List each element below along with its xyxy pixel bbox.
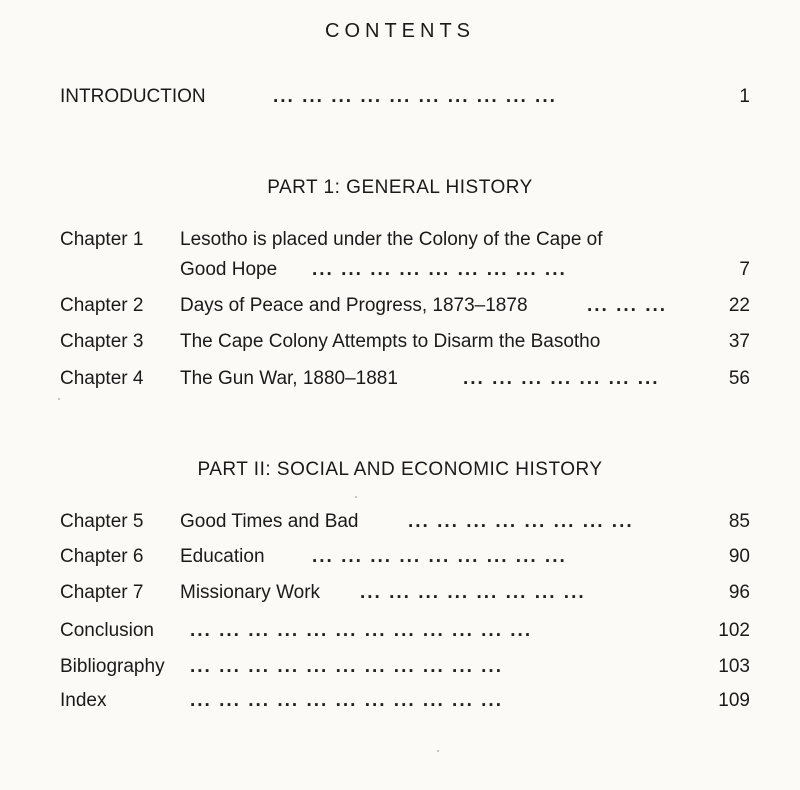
chapter-title: Lesotho is placed under the Colony of the Cape of [180,229,603,250]
paper-speck [437,750,439,752]
chapter-label: Chapter 3 [60,331,144,352]
page-number: 96 [728,582,750,603]
chapter-label: Chapter 6 [60,546,144,567]
dot-leader: ... ... ... ... ... ... ... ... ... ... [273,86,557,107]
page-number: 22 [728,295,750,316]
page-number: 1 [739,86,750,107]
chapter-label: Chapter 5 [60,511,144,532]
dot-leader: ... ... ... ... ... ... ... ... ... [312,546,567,567]
chapter-title: Education [180,546,265,567]
dot-leader: ... ... ... ... ... ... ... ... ... ... ... [190,690,503,711]
paper-speck [58,398,60,400]
dot-leader: ... ... ... ... ... ... ... ... ... ... ... [190,656,503,677]
dot-leader: ... ... ... ... ... ... ... [463,368,660,389]
part-2-heading: PART II: SOCIAL AND ECONOMIC HISTORY [197,459,603,480]
entry-label: Bibliography [60,656,165,677]
page-number: 7 [739,259,750,280]
dot-leader: ... ... ... ... ... ... ... ... ... ... ... ... [190,620,533,641]
toc-entry-chapter-2 [60,291,750,321]
chapter-title: The Cape Colony Attempts to Disarm the Basotho [180,331,601,352]
chapter-title: The Gun War, 1880–1881 [180,368,398,389]
chapter-label: Chapter 2 [60,295,144,316]
page-number: 90 [728,546,750,567]
dot-leader: ... ... ... [587,295,668,316]
page-number: 85 [728,511,750,532]
page-number: 103 [718,656,750,677]
dot-leader: ... ... ... ... ... ... ... ... ... [312,259,567,280]
dot-leader: ... ... ... ... ... ... ... ... [360,582,586,603]
toc-entry-introduction [60,82,750,112]
toc-entry-chapter-7 [60,578,750,608]
dot-leader: ... ... ... ... ... ... ... ... [408,511,634,532]
toc-entry-bibliography [60,652,750,682]
entry-label: Index [60,690,107,711]
contents-heading: CONTENTS [325,20,475,42]
chapter-title: Good Times and Bad [180,511,359,532]
chapter-title: Missionary Work [180,582,321,603]
toc-entry-chapter-1 [60,225,750,255]
entry-label: INTRODUCTION [60,86,206,107]
paper-speck [355,496,357,498]
chapter-label: Chapter 1 [60,229,144,250]
part-1-heading: PART 1: GENERAL HISTORY [267,177,533,198]
entry-label: Conclusion [60,620,154,641]
toc-entry-chapter-6 [60,542,750,572]
toc-entry-chapter-5 [60,507,750,537]
toc-entry-chapter-1-continued [60,255,750,285]
page-number: 102 [718,620,750,641]
chapter-label: Chapter 7 [60,582,144,603]
page-number: 109 [718,690,750,711]
toc-entry-chapter-3 [60,327,750,357]
toc-entry-index [60,686,750,716]
toc-entry-chapter-4 [60,364,750,394]
page-number: 56 [728,368,750,389]
chapter-title: Days of Peace and Progress, 1873–1878 [180,295,528,316]
toc-entry-conclusion [60,616,750,646]
chapter-label: Chapter 4 [60,368,144,389]
chapter-title-continued: Good Hope [180,259,278,280]
page-number: 37 [728,331,750,352]
